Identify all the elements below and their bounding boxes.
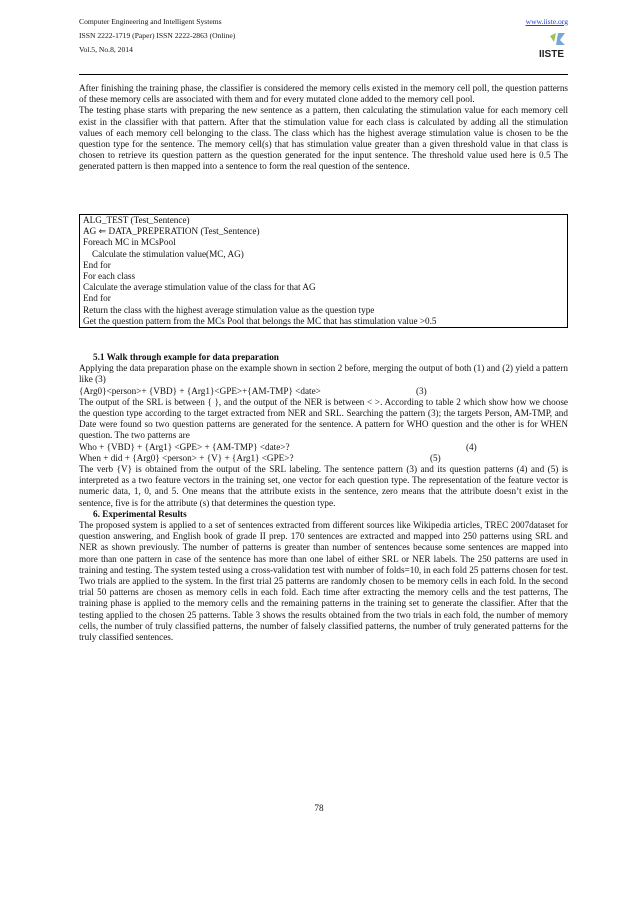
algorithm-line: Return the class with the highest average stimulation value as the question type: [83, 304, 375, 315]
equation-number: (3): [416, 385, 427, 396]
section-heading: 5.1 Walk through example for data preparation: [93, 352, 279, 362]
algorithm-box: [79, 214, 568, 328]
algorithm-line: Calculate the stimulation value(MC, AG): [92, 248, 244, 259]
equation-5: [79, 453, 568, 464]
algorithm-line: Foreach MC in MCsPool: [83, 237, 176, 248]
algorithm-line: End for: [83, 259, 111, 270]
section-paragraph: The output of the SRL is between { }, and the output of the NER is between < >. According to table 2 which show how we choose the question type according to the target extracted from NER and SRL. Searching the pattern (3); the targets Person, AM-TMP, and Date were found so two question patterns are generated for the sentence. A pattern for WHO question and the other is for WHEN question. The two patterns are: [79, 396, 568, 441]
svg-text:IISTE: IISTE: [539, 49, 565, 60]
equation-text: {Arg0}<person>+ {VBD} + {Arg1}<GPE>+{AM-TMP} <date>: [79, 385, 321, 396]
iiste-logo-icon: [538, 30, 568, 60]
intro-text: [79, 83, 568, 173]
page-number: 78: [314, 803, 324, 813]
equation-3: [79, 386, 568, 397]
journal-url-link[interactable]: www.iiste.org: [525, 17, 568, 26]
equation-number: (4): [466, 441, 477, 452]
intro-paragraph: After finishing the training phase, the classifier is considered the memory cells existed in the memory cell poll, the question patterns of these memory cells are associated with them and for every mutated clone added to the memory cell pool.: [79, 83, 568, 105]
equation-text: Who + {VBD} + {Arg1} <GPE> + {AM-TMP} <date>?: [79, 441, 290, 452]
equation-number: (5): [430, 452, 441, 463]
section-paragraph: The proposed system is applied to a set of sentences extracted from different sources like Wikipedia articles, TREC 2007dataset for question answering, and English book of grade II prep. 170 sentences are extracted and mapped into 250 patterns using SRL and NER as shown previously. The number of patterns is greater than number of sentences because some sentences are mapped into more than one pattern in case of the sentence has more than one label of either SRL or NER labels. The 250 patterns are used in training and testing. The system tested using a cross-validation test with number of folds=10, in each fold 25 patterns chosen for test. Two trials are applied to the system. In the first trial 25 patterns are randomly chosen to be memory cells in each fold. In the second trial 50 patterns are chosen as memory cells in each fold. Each time after extracting the memory cells and the test patterns, The training phase is applied to the memory cells and the remaining patterns in the training set to generate the classifier. After that the testing applied to the chosen 25 patterns. Table 3 shows the results obtained from the two trials in each fold, the number of memory cells, the number of truly classified patterns, the number of falsely classified patterns, the number of truly generated patterns for the truly classified sentences.: [79, 520, 568, 643]
section-paragraph: The verb {V} is obtained from the output of the SRL labeling. The sentence pattern (3) and its question patterns (4) and (5) is interpreted as a two feature vectors in the training set, one vector for each question type. The representation of the feature vector is numeric data, 1, 0, and 5. One means that the attribute exists in the sentence, zero means that the attribute doesn’t exist in the sentence, five is for the attribute (s) that determines the question type.: [79, 463, 568, 508]
algorithm-line: AG ⇐ DATA_PREPERATION (Test_Sentence): [83, 226, 260, 237]
equation-text: When + did + {Arg0} <person> + {V} + {Arg1} <GPE>?: [79, 452, 294, 463]
section-paragraph: Applying the data preparation phase on the example shown in section 2 before, merging the output of both (1) and (2) yield a pattern like (3): [79, 363, 568, 385]
header-rule: [79, 74, 568, 75]
section-5-1: [79, 352, 568, 643]
journal-issn: ISSN 2222-1719 (Paper) ISSN 2222-2863 (Online): [79, 31, 236, 40]
algorithm-line: Get the question pattern from the MCs Pool that belongs the MC that has stimulation value >0.5: [83, 315, 437, 326]
section-heading: 6. Experimental Results: [93, 508, 187, 519]
equation-4: [79, 442, 568, 453]
journal-volume: Vol.5, No.8, 2014: [79, 45, 133, 54]
algorithm-line: Calculate the average stimulation value of the class for that AG: [83, 282, 316, 293]
journal-name: Computer Engineering and Intelligent Systems: [79, 17, 222, 26]
algorithm-line: End for: [83, 293, 111, 304]
algorithm-line: ALG_TEST (Test_Sentence): [83, 215, 190, 225]
algorithm-line: For each class: [83, 271, 136, 282]
intro-paragraph: The testing phase starts with preparing the new sentence as a pattern, then calculating the stimulation value for each memory cell exist in the classifier with that pattern. After that the stimulation value for each class is calculated by adding all the stimulation values of each memory cell belonging to the class. The class which has the highest average stimulation value is chosen to be the question type for the sentence. The memory cell(s) that has stimulation value greater than a given threshold value in that class is chosen to retrieve its question pattern as the question generated for the input sentence. The threshold value used here is 0.5 The generated pattern is then mapped into a sentence to form the real question of the sentence.: [79, 105, 568, 172]
